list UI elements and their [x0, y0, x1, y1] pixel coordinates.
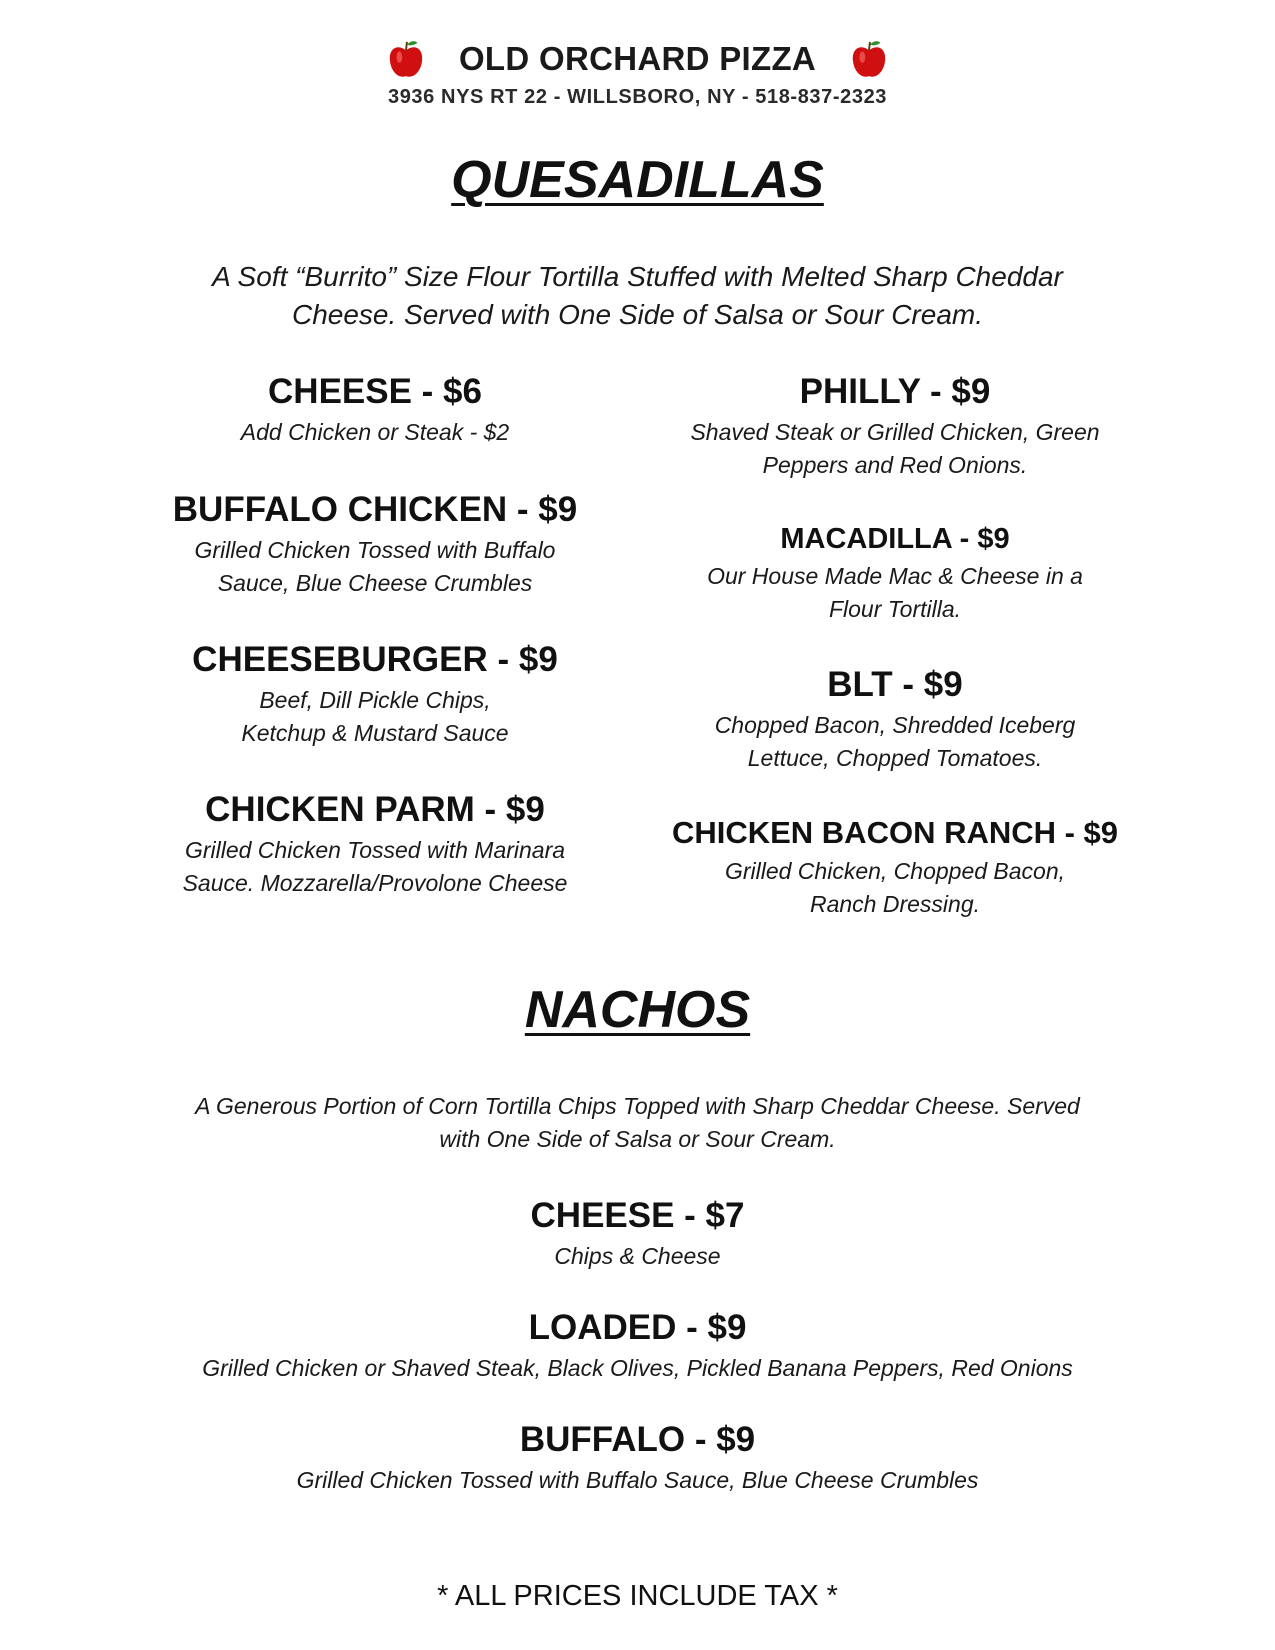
menu-item [655, 815, 1135, 921]
menu-item [655, 523, 1135, 626]
apple-icon [850, 38, 888, 80]
item-description: Chips & Cheese [554, 1243, 721, 1269]
intro-line: A Soft “Burrito” Size Flour Tortilla Stuffed with Melted Sharp Cheddar [212, 261, 1063, 292]
intro-line: Cheese. Served with One Side of Salsa or Sour Cream. [291, 299, 983, 330]
menu-item [150, 372, 600, 449]
item-description: Our House Made Mac & Cheese in a [707, 563, 1083, 589]
section-title-nachos: NACHOS [524, 981, 751, 1039]
menu-item [655, 372, 1135, 482]
menu-header [0, 38, 1275, 109]
menu-item [0, 1420, 1275, 1497]
menu-item [0, 1308, 1275, 1385]
item-description: Grilled Chicken Tossed with Marinara [184, 837, 566, 863]
item-name: MACADILLA - $9 [780, 523, 1010, 555]
item-name: PHILLY - $9 [799, 372, 991, 411]
item-description: Grilled Chicken Tossed with Buffalo [194, 537, 556, 563]
section-title-quesadillas: QUESADILLAS [451, 151, 824, 209]
item-description: Sauce. Mozzarella/Provolone Cheese [182, 870, 568, 896]
item-name: BUFFALO - $9 [519, 1420, 756, 1459]
intro-line: A Generous Portion of Corn Tortilla Chips Topped with Sharp Cheddar Cheese. Served [195, 1093, 1080, 1119]
item-name: CHEESE - $7 [530, 1196, 745, 1235]
item-name: LOADED - $9 [528, 1308, 747, 1347]
apple-icon [387, 38, 425, 80]
item-description: Beef, Dill Pickle Chips, [259, 687, 491, 713]
item-description: Grilled Chicken, Chopped Bacon, [724, 858, 1066, 884]
menu-item [150, 490, 600, 600]
item-name: BUFFALO CHICKEN - $9 [172, 490, 578, 529]
menu-item [655, 665, 1135, 775]
item-description: Grilled Chicken Tossed with Buffalo Sauce, Blue Cheese Crumbles [296, 1467, 979, 1493]
menu-item [150, 790, 600, 900]
item-name: BLT - $9 [827, 665, 963, 704]
item-name: CHICKEN PARM - $9 [205, 790, 545, 829]
item-name: CHICKEN BACON RANCH - $9 [671, 815, 1119, 850]
item-description: Peppers and Red Onions. [762, 452, 1028, 478]
restaurant-name: OLD ORCHARD PIZZA [458, 40, 817, 77]
item-description: Grilled Chicken or Shaved Steak, Black Olives, Pickled Banana Peppers, Red Onions [202, 1355, 1073, 1381]
nachos-intro [0, 1090, 1275, 1156]
brand-row [0, 38, 1275, 80]
item-description: Flour Tortilla. [828, 596, 962, 622]
item-description: Lettuce, Chopped Tomatoes. [747, 745, 1043, 771]
quesadillas-intro [0, 258, 1275, 334]
tax-note: * ALL PRICES INCLUDE TAX * [437, 1580, 838, 1612]
item-description: Ranch Dressing. [809, 891, 981, 917]
menu-item [0, 1196, 1275, 1273]
item-name: CHEESE - $6 [268, 372, 482, 411]
menu-item [150, 640, 600, 750]
item-name: CHEESEBURGER - $9 [192, 640, 558, 679]
item-description: Add Chicken or Steak - $2 [240, 419, 510, 445]
intro-line: with One Side of Salsa or Sour Cream. [439, 1126, 836, 1152]
item-description: Ketchup & Mustard Sauce [241, 720, 509, 746]
item-description: Chopped Bacon, Shredded Iceberg [714, 712, 1076, 738]
item-description: Sauce, Blue Cheese Crumbles [217, 570, 533, 596]
item-description: Shaved Steak or Grilled Chicken, Green [690, 419, 1100, 445]
restaurant-address: 3936 NYS RT 22 - WILLSBORO, NY - 518-837-2323 [387, 86, 888, 108]
